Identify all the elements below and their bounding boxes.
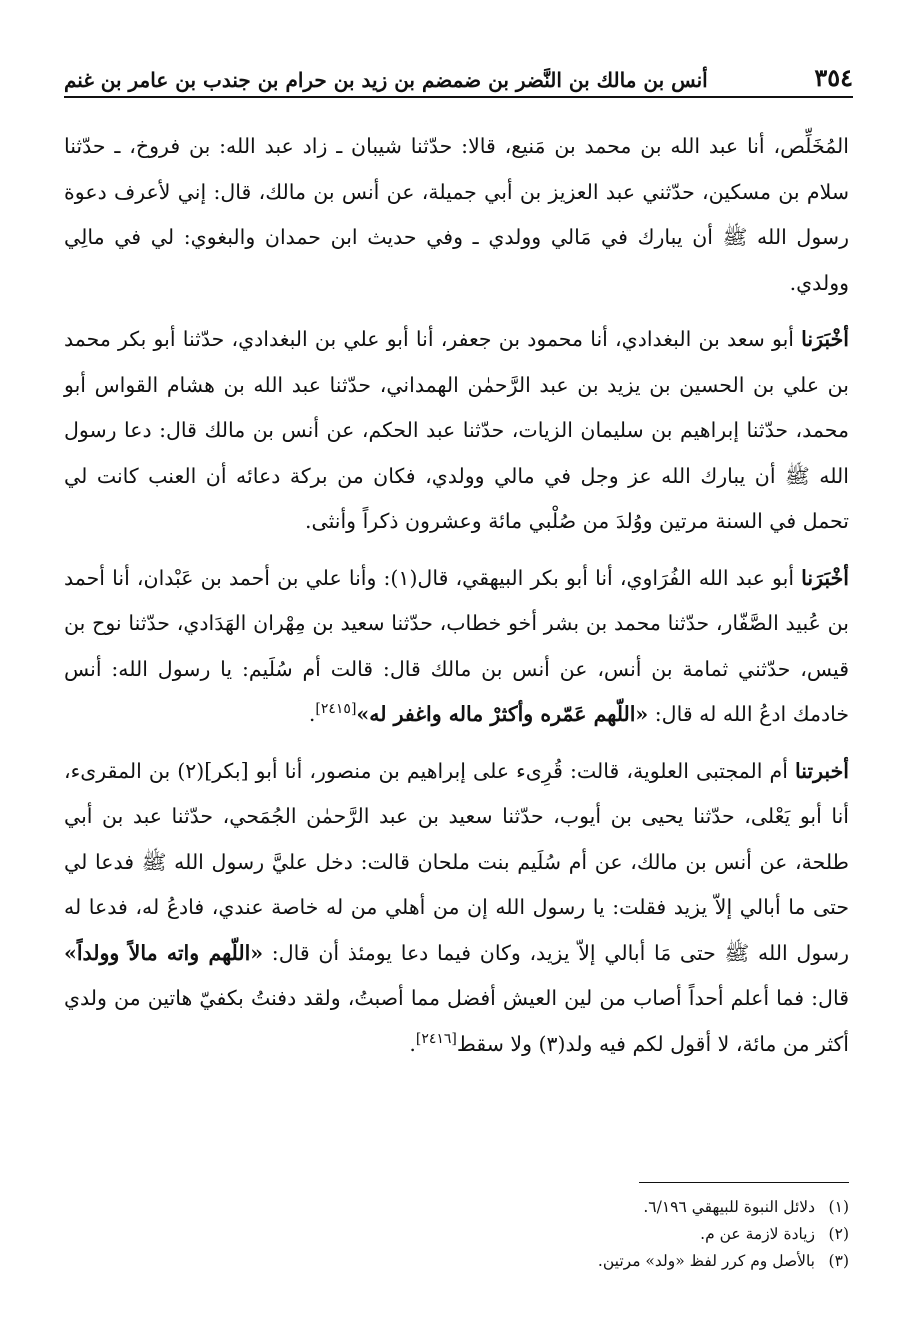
hadith-quote: «اللّهم عَمّره وأكثرْ ماله واغفر له» <box>356 702 649 726</box>
paragraph-lead: أخبرتنا <box>794 758 849 783</box>
paragraph-lead: أخْبَرَنا <box>801 327 849 351</box>
footnotes <box>300 1194 849 1275</box>
hadith-number: [٢٤١٦] <box>415 1030 457 1047</box>
hadith-quote: «اللّهم واته مالاً وولداً» <box>64 940 264 965</box>
footnote-text: زيادة لازمة عن م. <box>700 1225 815 1243</box>
paragraph <box>64 124 849 306</box>
hadith-number: [٢٤١٥] <box>315 701 357 718</box>
paragraph-lead: أخْبَرَنا <box>801 565 849 590</box>
paragraph: أخبرتنا أم المجتبى العلوية، قالت: قُرِىء على إبراهيم بن منصور، أنا أبو [بكر](٢) بن المقرىء، أنا أبو يَعْلى، حدّثنا يحيى بن أيوب، حدّثنا سعيد بن عبد الرَّحمٰن الجُمَحي، حدّثنا عبد بن أبي طلحة، عن أنس بن مالك، عن أم سُلَيم بنت ملحان قالت: دخل عليَّ رسول الله ﷺ فدعا لي حتى ما أبالي إلاّ يزيد فقلت: يا رسول الله إن من أهلي من له خاصة عندي، فادعُ له، فدعا له رسول الله ﷺ حتى مَا أبالي إلاّ يزيد، وكان فيما دعا يومئذ أن قال: «اللّهم واته مالاً وولداً» قال: فما أعلم أحداً أصاب من لين العيش أفضل مما أصبتُ، ولقد دفنتُ بكفيّ هاتين من ولدي أكثر من مائة، لا أقول لكم فيه ولد(٣) ولا سقط[٢٤١٦]. <box>64 758 849 1056</box>
running-title: أنس بن مالك بن النَّضر بن ضمضم بن زيد بن حرام بن جندب بن عامر بن غنم <box>64 68 708 92</box>
paragraph-text: أبو سعد بن البغدادي، أنا محمود بن جعفر، أنا أبو علي بن البغدادي، حدّثنا أبو بكر محمد بن علي بن الحسين بن يزيد بن عبد الرَّحمٰن الهمداني، حدّثنا عبد الله بن هشام القواس أبو محمد، حدّثنا إبراهيم بن سليمان الزيات، حدّثنا عبد الحكم، عن أنس بن مالك قال: دعا رسول الله ﷺ أن يبارك الله عز وجل في مالي وولدي، فكان من بركة دعائه أن العنب كانت لي تحمل في السنة مرتين ووُلدَ من صُلْبي مائة وعشرون ذكراً وأنثى. <box>64 327 849 533</box>
paragraph-text: أبو عبد الله الفُرَاوي، أنا أبو بكر البيهقي، قال(١): وأنا علي بن أحمد بن عَبْدان، أنا أحمد بن عُبيد الصَّفّار، حدّثنا محمد بن بشر أخو خطاب، حدّثنا سعيد بن مِهْران الهَدَادي، حدّثنا نوح بن قيس، حدّثني ثمامة بن أنس، عن أنس بن مالك قال: قالت أم سُلَيم: يا رسول الله: أنس خادمك ادعُ الله له قال: <box>64 565 849 726</box>
page-header <box>64 56 853 98</box>
footnote-number: (١) <box>828 1198 849 1216</box>
footnote <box>300 1248 849 1275</box>
footnote-text: دلائل النبوة للبيهقي ٦/١٩٦. <box>643 1198 815 1216</box>
page-number: ٣٥٤ <box>814 63 853 92</box>
footnote-text: بالأصل وم كرر لفظ «ولد» مرتين. <box>597 1252 815 1270</box>
paragraph: أخْبَرَنا أبو عبد الله الفُرَاوي، أنا أبو بكر البيهقي، قال(١): وأنا علي بن أحمد بن عَبْدان، أنا أحمد بن عُبيد الصَّفّار، حدّثنا محمد بن بشر أخو خطاب، حدّثنا سعيد بن مِهْران الهَدَادي، حدّثنا نوح بن قيس، حدّثني ثمامة بن أنس، عن أنس بن مالك قال: قالت أم سُلَيم: يا رسول الله: أنس خادمك ادعُ الله له قال: «اللّهم عَمّره وأكثرْ ماله واغفر له»[٢٤١٥]. <box>64 565 849 726</box>
main-text <box>64 124 849 1078</box>
footnote-divider <box>639 1182 849 1183</box>
paragraph-text: أم المجتبى العلوية، قالت: قُرِىء على إبراهيم بن منصور، أنا أبو [بكر](٢) بن المقرىء، أنا أبو يَعْلى، حدّثنا يحيى بن أيوب، حدّثنا سعيد بن عبد الرَّحمٰن الجُمَحي، حدّثنا عبد بن أبي طلحة، عن أنس بن مالك، عن أم سُلَيم بنت ملحان قالت: دخل عليَّ رسول الله ﷺ فدعا لي حتى ما أبالي إلاّ يزيد فقلت: يا رسول الله إن من أهلي من له خاصة عندي، فادعُ له، فدعا له رسول الله ﷺ حتى مَا أبالي إلاّ يزيد، وكان فيما دعا يومئذ أن قال: <box>64 758 849 965</box>
paragraph-text-after: قال: فما أعلم أحداً أصاب من لين العيش أفضل مما أصبتُ، ولقد دفنتُ بكفيّ هاتين من ولدي أكثر من مائة، لا أقول لكم فيه ولد(٣) ولا سقط <box>64 986 849 1056</box>
paragraph-text: المُخَلِّص، أنا عبد الله بن محمد بن مَنيع، قالا: حدّثنا شيبان ـ زاد عبد الله: بن فروخ، ـ حدّثنا سلام بن مسكين، حدّثني عبد العزيز بن أبي جميلة، عن أنس بن مالك، قال: إني لأعرف دعوة رسول الله ﷺ أن يبارك في مَالي وولدي ـ وفي حديث ابن حمدان والبغوي: لي في مالِي وولدي. <box>64 134 849 295</box>
footnote-number: (٣) <box>828 1252 849 1270</box>
footnote <box>300 1221 849 1248</box>
footnote-number: (٢) <box>828 1225 849 1243</box>
paragraph <box>64 317 849 545</box>
footnote <box>300 1194 849 1221</box>
